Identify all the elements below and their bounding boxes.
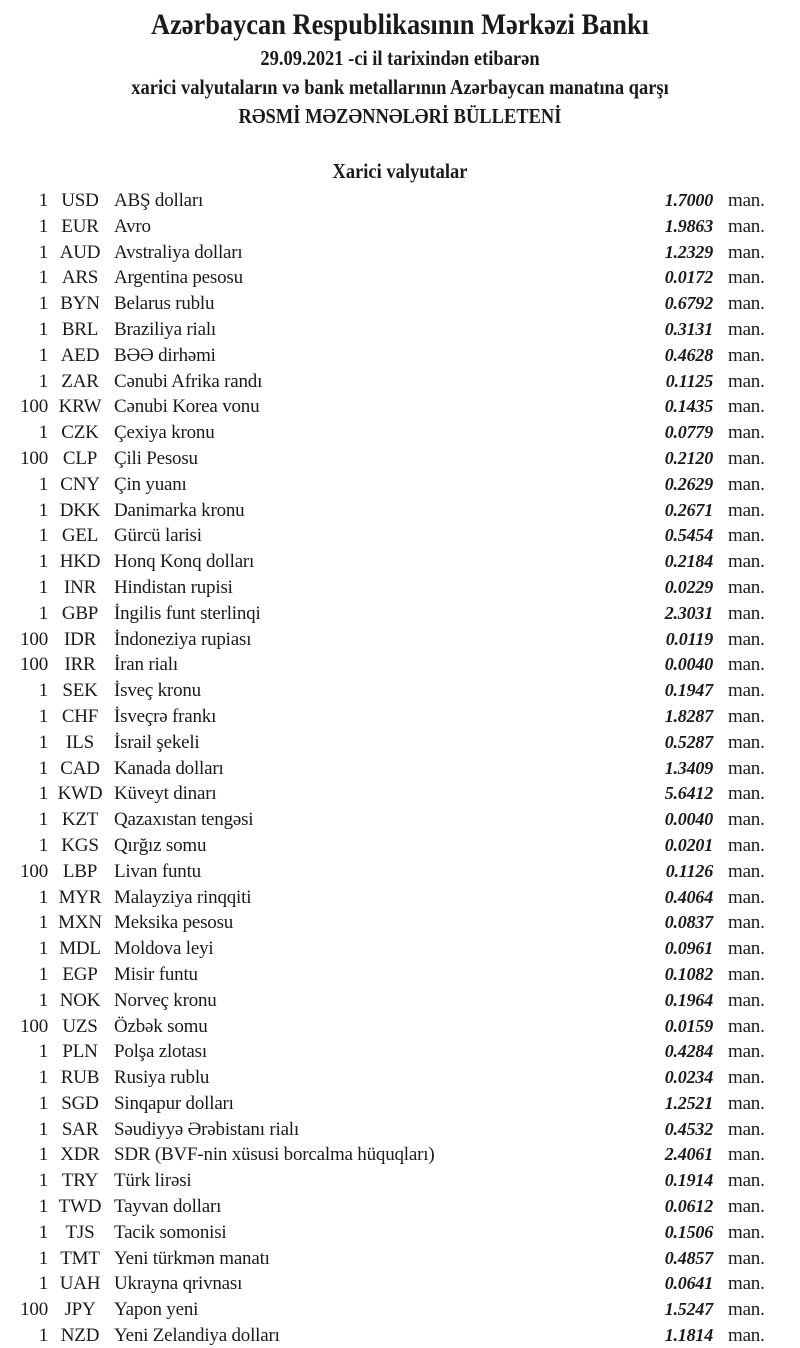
currency-name-cell: İsveçrə frankı bbox=[114, 705, 217, 727]
currency-code-cell: MDL bbox=[59, 938, 101, 960]
currency-name-cell: Türk lirəsi bbox=[114, 1170, 192, 1192]
currency-row bbox=[0, 498, 800, 524]
unit-cell: man. bbox=[728, 447, 765, 469]
currency-code-cell: MXN bbox=[58, 912, 102, 934]
unit-cell: man. bbox=[728, 602, 765, 624]
rate-cell: 0.1126 bbox=[665, 860, 713, 881]
quantity-cell: 100 bbox=[20, 654, 48, 676]
quantity-cell: 1 bbox=[38, 1118, 48, 1140]
currency-row bbox=[0, 601, 800, 627]
currency-row bbox=[0, 1065, 800, 1091]
currency-code-cell: TMT bbox=[60, 1247, 100, 1269]
quantity-cell: 1 bbox=[38, 267, 48, 289]
rate-cell: 0.2629 bbox=[664, 473, 713, 494]
currency-row bbox=[0, 523, 800, 549]
bulletin-title: RƏSMİ MƏZƏNNƏLƏRİ BÜLLETENİ bbox=[238, 104, 562, 128]
quantity-cell: 1 bbox=[38, 1221, 48, 1243]
currency-code-cell: IDR bbox=[63, 628, 97, 650]
unit-cell: man. bbox=[728, 654, 765, 676]
currency-row bbox=[0, 1168, 800, 1194]
currency-code-cell: BRL bbox=[61, 318, 99, 340]
currency-code-cell: KGS bbox=[61, 834, 99, 856]
quantity-cell: 1 bbox=[38, 576, 48, 598]
currency-row bbox=[0, 575, 800, 601]
rate-cell: 0.3131 bbox=[664, 318, 713, 339]
currency-code-cell: UAH bbox=[59, 1273, 101, 1295]
currency-name-cell: İsrail şekeli bbox=[114, 731, 200, 753]
unit-cell: man. bbox=[728, 783, 765, 805]
currency-row bbox=[0, 988, 800, 1014]
currency-name-cell: BƏƏ dirhəmi bbox=[114, 344, 216, 366]
rate-cell: 0.0641 bbox=[664, 1273, 713, 1294]
currency-name-cell: Səudiyyə Ərəbistanı rialı bbox=[114, 1118, 299, 1140]
quantity-cell: 1 bbox=[38, 809, 48, 831]
rate-cell: 0.0159 bbox=[664, 1015, 713, 1036]
currency-name-cell: Avstraliya dolları bbox=[114, 241, 243, 263]
rate-cell: 0.0229 bbox=[664, 576, 713, 597]
currency-name-cell: Cənubi Korea vonu bbox=[114, 396, 260, 418]
rate-cell: 0.4064 bbox=[664, 886, 713, 907]
currency-row bbox=[0, 627, 800, 653]
currency-name-cell: Çin yuanı bbox=[114, 473, 187, 495]
unit-cell: man. bbox=[728, 1196, 765, 1218]
rate-cell: 0.6792 bbox=[664, 293, 713, 314]
currency-row bbox=[0, 807, 800, 833]
rate-cell: 0.1435 bbox=[664, 396, 713, 417]
rate-cell: 0.1125 bbox=[665, 370, 713, 391]
rate-cell: 0.0779 bbox=[664, 422, 713, 443]
unit-cell: man. bbox=[728, 912, 765, 934]
rate-cell: 1.7000 bbox=[664, 190, 713, 210]
currency-name-cell: Çexiya kronu bbox=[114, 422, 215, 444]
currency-row bbox=[0, 1039, 800, 1065]
quantity-cell: 1 bbox=[38, 938, 48, 960]
currency-row bbox=[0, 317, 800, 343]
currency-name-cell: Malayziya rinqqiti bbox=[114, 886, 252, 908]
rate-cell: 1.9863 bbox=[664, 215, 713, 236]
currency-name-cell: Polşa zlotası bbox=[114, 1041, 207, 1063]
currency-name-cell: Qırğız somu bbox=[114, 834, 207, 856]
rate-cell: 2.4061 bbox=[664, 1144, 713, 1165]
currency-row bbox=[0, 1246, 800, 1272]
currency-name-cell: Çili Pesosu bbox=[114, 447, 198, 469]
currency-name-cell: Rusiya rublu bbox=[114, 1067, 210, 1089]
currency-row bbox=[0, 472, 800, 498]
currency-code-cell: MYR bbox=[58, 886, 102, 908]
currency-code-cell: CHF bbox=[61, 705, 99, 727]
currency-name-cell: İndoneziya rupiası bbox=[114, 628, 252, 650]
currency-code-cell: SAR bbox=[61, 1118, 99, 1140]
currency-code-cell: HKD bbox=[59, 551, 101, 573]
unit-cell: man. bbox=[728, 473, 765, 495]
quantity-cell: 100 bbox=[20, 447, 48, 469]
quantity-cell: 1 bbox=[38, 422, 48, 444]
unit-cell: man. bbox=[728, 757, 765, 779]
currency-name-cell: İran rialı bbox=[114, 654, 178, 676]
currency-name-cell: Hindistan rupisi bbox=[114, 576, 233, 598]
rate-cell: 0.4857 bbox=[664, 1247, 713, 1268]
currency-code-cell: LBP bbox=[62, 860, 98, 882]
currency-row bbox=[0, 678, 800, 704]
currency-code-cell: XDR bbox=[60, 1144, 100, 1166]
currency-row bbox=[0, 1142, 800, 1168]
currency-code-cell: GEL bbox=[61, 525, 99, 547]
currency-code-cell: ILS bbox=[66, 731, 94, 753]
unit-cell: man. bbox=[728, 267, 765, 289]
unit-cell: man. bbox=[728, 1092, 765, 1114]
rate-cell: 0.0040 bbox=[664, 654, 713, 675]
currency-name-cell: Yeni Zelandiya dolları bbox=[114, 1325, 280, 1347]
currency-row bbox=[0, 936, 800, 962]
unit-cell: man. bbox=[728, 1325, 765, 1347]
unit-cell: man. bbox=[728, 190, 765, 211]
unit-cell: man. bbox=[728, 1299, 765, 1321]
currency-row bbox=[0, 730, 800, 756]
currency-row bbox=[0, 420, 800, 446]
currency-name-cell: Tayvan dolları bbox=[114, 1196, 222, 1218]
currency-name-cell: Meksika pesosu bbox=[114, 912, 234, 934]
quantity-cell: 100 bbox=[20, 1015, 48, 1037]
currency-row bbox=[0, 859, 800, 885]
quantity-cell: 1 bbox=[38, 473, 48, 495]
rate-cell: 0.5287 bbox=[664, 731, 713, 752]
currency-name-cell: Honq Konq dolları bbox=[114, 551, 255, 573]
currency-code-cell: EUR bbox=[61, 215, 99, 237]
rate-cell: 0.1914 bbox=[664, 1170, 713, 1191]
rate-cell: 0.0612 bbox=[664, 1196, 713, 1217]
quantity-cell: 1 bbox=[38, 1247, 48, 1269]
unit-cell: man. bbox=[728, 938, 765, 960]
unit-cell: man. bbox=[728, 525, 765, 547]
quantity-cell: 1 bbox=[38, 1325, 48, 1347]
quantity-cell: 100 bbox=[20, 396, 48, 418]
unit-cell: man. bbox=[728, 731, 765, 753]
currency-code-cell: NZD bbox=[60, 1325, 100, 1347]
currency-code-cell: IRR bbox=[64, 654, 96, 676]
rate-cell: 0.1964 bbox=[664, 989, 713, 1010]
currency-row bbox=[0, 240, 800, 266]
currency-name-cell: Livan funtu bbox=[114, 860, 201, 882]
currency-row bbox=[0, 343, 800, 369]
quantity-cell: 100 bbox=[20, 1299, 48, 1321]
quantity-cell: 1 bbox=[38, 293, 48, 315]
currency-name-cell: Avro bbox=[114, 215, 151, 237]
currency-name-cell: Cənubi Afrika randı bbox=[114, 370, 263, 392]
quantity-cell: 1 bbox=[38, 757, 48, 779]
currency-code-cell: KWD bbox=[57, 783, 103, 805]
unit-cell: man. bbox=[728, 422, 765, 444]
rate-cell: 1.2329 bbox=[664, 241, 713, 262]
rate-cell: 1.2521 bbox=[664, 1092, 713, 1113]
quantity-cell: 1 bbox=[38, 731, 48, 753]
unit-cell: man. bbox=[728, 1118, 765, 1140]
currency-code-cell: SGD bbox=[61, 1092, 99, 1114]
unit-cell: man. bbox=[728, 1170, 765, 1192]
currency-name-cell: Gürcü larisi bbox=[114, 525, 202, 547]
quantity-cell: 1 bbox=[38, 1092, 48, 1114]
currency-row bbox=[0, 962, 800, 988]
rate-cell: 0.4284 bbox=[664, 1041, 713, 1062]
currency-name-cell: Qazaxıstan tengəsi bbox=[114, 809, 254, 831]
currency-row bbox=[0, 1297, 800, 1323]
quantity-cell: 1 bbox=[38, 680, 48, 702]
quantity-cell: 1 bbox=[38, 241, 48, 263]
currency-row bbox=[0, 1194, 800, 1220]
currency-row bbox=[0, 704, 800, 730]
rate-cell: 0.0234 bbox=[664, 1067, 713, 1088]
unit-cell: man. bbox=[728, 344, 765, 366]
currency-name-cell: Danimarka kronu bbox=[114, 499, 245, 521]
unit-cell: man. bbox=[728, 680, 765, 702]
quantity-cell: 1 bbox=[38, 525, 48, 547]
currency-row bbox=[0, 1091, 800, 1117]
unit-cell: man. bbox=[728, 551, 765, 573]
currency-code-cell: CLP bbox=[62, 447, 98, 469]
currency-row bbox=[0, 188, 800, 214]
rate-cell: 5.6412 bbox=[664, 783, 713, 804]
quantity-cell: 1 bbox=[38, 551, 48, 573]
currency-row bbox=[0, 214, 800, 240]
quantity-cell: 100 bbox=[20, 628, 48, 650]
rate-cell: 2.3031 bbox=[664, 602, 713, 623]
currency-row bbox=[0, 781, 800, 807]
currency-name-cell: SDR (BVF-nin xüsusi borcalma hüquqları) bbox=[114, 1144, 435, 1166]
currency-name-cell: Özbək somu bbox=[114, 1015, 208, 1037]
quantity-cell: 1 bbox=[38, 1144, 48, 1166]
quantity-cell: 1 bbox=[38, 190, 48, 211]
rate-cell: 0.5454 bbox=[664, 525, 713, 546]
rate-cell: 0.0961 bbox=[664, 938, 713, 959]
rate-cell: 0.4628 bbox=[664, 344, 713, 365]
unit-cell: man. bbox=[728, 241, 765, 263]
currency-name-cell: Küveyt dinarı bbox=[114, 783, 217, 805]
unit-cell: man. bbox=[728, 318, 765, 340]
currency-table bbox=[0, 188, 800, 1348]
currency-code-cell: CNY bbox=[60, 473, 100, 495]
unit-cell: man. bbox=[728, 1041, 765, 1063]
currency-code-cell: BYN bbox=[60, 293, 100, 315]
currency-row bbox=[0, 291, 800, 317]
quantity-cell: 1 bbox=[38, 783, 48, 805]
currency-code-cell: TWD bbox=[58, 1196, 102, 1218]
unit-cell: man. bbox=[728, 499, 765, 521]
rate-cell: 0.1947 bbox=[664, 680, 713, 701]
quantity-cell: 1 bbox=[38, 705, 48, 727]
currency-row bbox=[0, 369, 800, 395]
unit-cell: man. bbox=[728, 576, 765, 598]
unit-cell: man. bbox=[728, 215, 765, 237]
currency-row bbox=[0, 1014, 800, 1040]
currency-code-cell: INR bbox=[63, 576, 97, 598]
quantity-cell: 1 bbox=[38, 215, 48, 237]
rate-cell: 0.2671 bbox=[664, 499, 713, 520]
rate-cell: 1.3409 bbox=[664, 757, 713, 778]
currency-name-cell: Norveç kronu bbox=[114, 989, 217, 1011]
currency-row bbox=[0, 1220, 800, 1246]
currency-row bbox=[0, 652, 800, 678]
unit-cell: man. bbox=[728, 809, 765, 831]
currency-code-cell: JPY bbox=[64, 1299, 96, 1321]
quantity-cell: 1 bbox=[38, 834, 48, 856]
unit-cell: man. bbox=[728, 396, 765, 418]
unit-cell: man. bbox=[728, 705, 765, 727]
rate-cell: 0.4532 bbox=[664, 1118, 713, 1139]
quantity-cell: 1 bbox=[38, 912, 48, 934]
currency-code-cell: PLN bbox=[62, 1041, 98, 1063]
quantity-cell: 1 bbox=[38, 989, 48, 1011]
currency-row bbox=[0, 265, 800, 291]
unit-cell: man. bbox=[728, 1247, 765, 1269]
unit-cell: man. bbox=[728, 1273, 765, 1295]
currency-row bbox=[0, 1117, 800, 1143]
quantity-cell: 100 bbox=[20, 860, 48, 882]
unit-cell: man. bbox=[728, 1015, 765, 1037]
currency-code-cell: GBP bbox=[61, 602, 99, 624]
currency-row bbox=[0, 446, 800, 472]
quantity-cell: 1 bbox=[38, 886, 48, 908]
currency-row bbox=[0, 910, 800, 936]
unit-cell: man. bbox=[728, 989, 765, 1011]
currency-code-cell: EGP bbox=[62, 963, 98, 985]
quantity-cell: 1 bbox=[38, 1041, 48, 1063]
unit-cell: man. bbox=[728, 1221, 765, 1243]
rate-cell: 0.1506 bbox=[664, 1221, 713, 1242]
currency-code-cell: AED bbox=[60, 344, 100, 366]
unit-cell: man. bbox=[728, 963, 765, 985]
currency-code-cell: SEK bbox=[62, 680, 98, 702]
currency-code-cell: TRY bbox=[61, 1170, 99, 1192]
currency-code-cell: CZK bbox=[61, 422, 99, 444]
currency-code-cell: TJS bbox=[65, 1221, 95, 1243]
bank-name-title: Azərbaycan Respublikasının Mərkəzi Bankı bbox=[151, 8, 649, 41]
quantity-cell: 1 bbox=[38, 963, 48, 985]
unit-cell: man. bbox=[728, 886, 765, 908]
rate-cell: 0.0119 bbox=[665, 628, 713, 649]
effective-date-line: 29.09.2021 -ci il tarixindən etibarən bbox=[260, 46, 540, 70]
currency-name-cell: Misir funtu bbox=[114, 963, 198, 985]
section-title-foreign-currencies: Xarici valyutalar bbox=[332, 159, 468, 183]
currency-name-cell: ABŞ dolları bbox=[114, 190, 204, 211]
currency-name-cell: Tacik somonisi bbox=[114, 1221, 227, 1243]
unit-cell: man. bbox=[728, 1067, 765, 1089]
currency-name-cell: Sinqapur dolları bbox=[114, 1092, 234, 1114]
currency-code-cell: KRW bbox=[58, 396, 102, 418]
currency-row bbox=[0, 756, 800, 782]
currency-name-cell: Kanada dolları bbox=[114, 757, 224, 779]
rate-cell: 1.5247 bbox=[664, 1299, 713, 1320]
unit-cell: man. bbox=[728, 370, 765, 392]
unit-cell: man. bbox=[728, 293, 765, 315]
currency-row bbox=[0, 833, 800, 859]
quantity-cell: 1 bbox=[38, 602, 48, 624]
rate-cell: 0.0837 bbox=[664, 912, 713, 933]
currency-name-cell: Moldova leyi bbox=[114, 938, 214, 960]
rate-cell: 1.8287 bbox=[664, 705, 713, 726]
rate-cell: 0.1082 bbox=[664, 963, 713, 984]
quantity-cell: 1 bbox=[38, 370, 48, 392]
currency-name-cell: İsveç kronu bbox=[114, 680, 201, 702]
currency-code-cell: RUB bbox=[60, 1067, 100, 1089]
unit-cell: man. bbox=[728, 860, 765, 882]
rate-cell: 0.2120 bbox=[664, 447, 713, 468]
currency-row bbox=[0, 1323, 800, 1348]
currency-row bbox=[0, 394, 800, 420]
unit-cell: man. bbox=[728, 1144, 765, 1166]
currency-code-cell: DKK bbox=[59, 499, 101, 521]
rate-cell: 0.0172 bbox=[664, 267, 713, 288]
currency-name-cell: Yeni türkmən manatı bbox=[114, 1247, 270, 1269]
quantity-cell: 1 bbox=[38, 1196, 48, 1218]
currency-code-cell: USD bbox=[61, 190, 99, 211]
currency-name-cell: Ukrayna qrivnası bbox=[114, 1273, 243, 1295]
quantity-cell: 1 bbox=[38, 1170, 48, 1192]
quantity-cell: 1 bbox=[38, 499, 48, 521]
rate-cell: 1.1814 bbox=[664, 1325, 713, 1346]
currency-code-cell: AUD bbox=[59, 241, 101, 263]
currency-row bbox=[0, 885, 800, 911]
currency-code-cell: CAD bbox=[60, 757, 100, 779]
currency-name-cell: Yapon yeni bbox=[114, 1299, 199, 1321]
currency-name-cell: Argentina pesosu bbox=[114, 267, 243, 289]
currency-row bbox=[0, 1271, 800, 1297]
currency-name-cell: Belarus rublu bbox=[114, 293, 215, 315]
currency-code-cell: ZAR bbox=[61, 370, 99, 392]
currency-code-cell: NOK bbox=[59, 989, 101, 1011]
currency-name-cell: İngilis funt sterlinqi bbox=[114, 602, 261, 624]
quantity-cell: 1 bbox=[38, 318, 48, 340]
quantity-cell: 1 bbox=[38, 1067, 48, 1089]
quantity-cell: 1 bbox=[38, 344, 48, 366]
currency-code-cell: UZS bbox=[62, 1015, 98, 1037]
bulletin-header bbox=[0, 0, 800, 131]
subject-line: xarici valyutaların və bank metallarının Azərbaycan manatına qarşı bbox=[131, 75, 669, 99]
rate-cell: 0.2184 bbox=[664, 551, 713, 572]
currency-code-cell: KZT bbox=[61, 809, 99, 831]
rate-cell: 0.0040 bbox=[664, 809, 713, 830]
currency-code-cell: ARS bbox=[61, 267, 99, 289]
rate-cell: 0.0201 bbox=[664, 834, 713, 855]
unit-cell: man. bbox=[728, 834, 765, 856]
quantity-cell: 1 bbox=[38, 1273, 48, 1295]
currency-row bbox=[0, 549, 800, 575]
unit-cell: man. bbox=[728, 628, 765, 650]
currency-name-cell: Braziliya rialı bbox=[114, 318, 216, 340]
